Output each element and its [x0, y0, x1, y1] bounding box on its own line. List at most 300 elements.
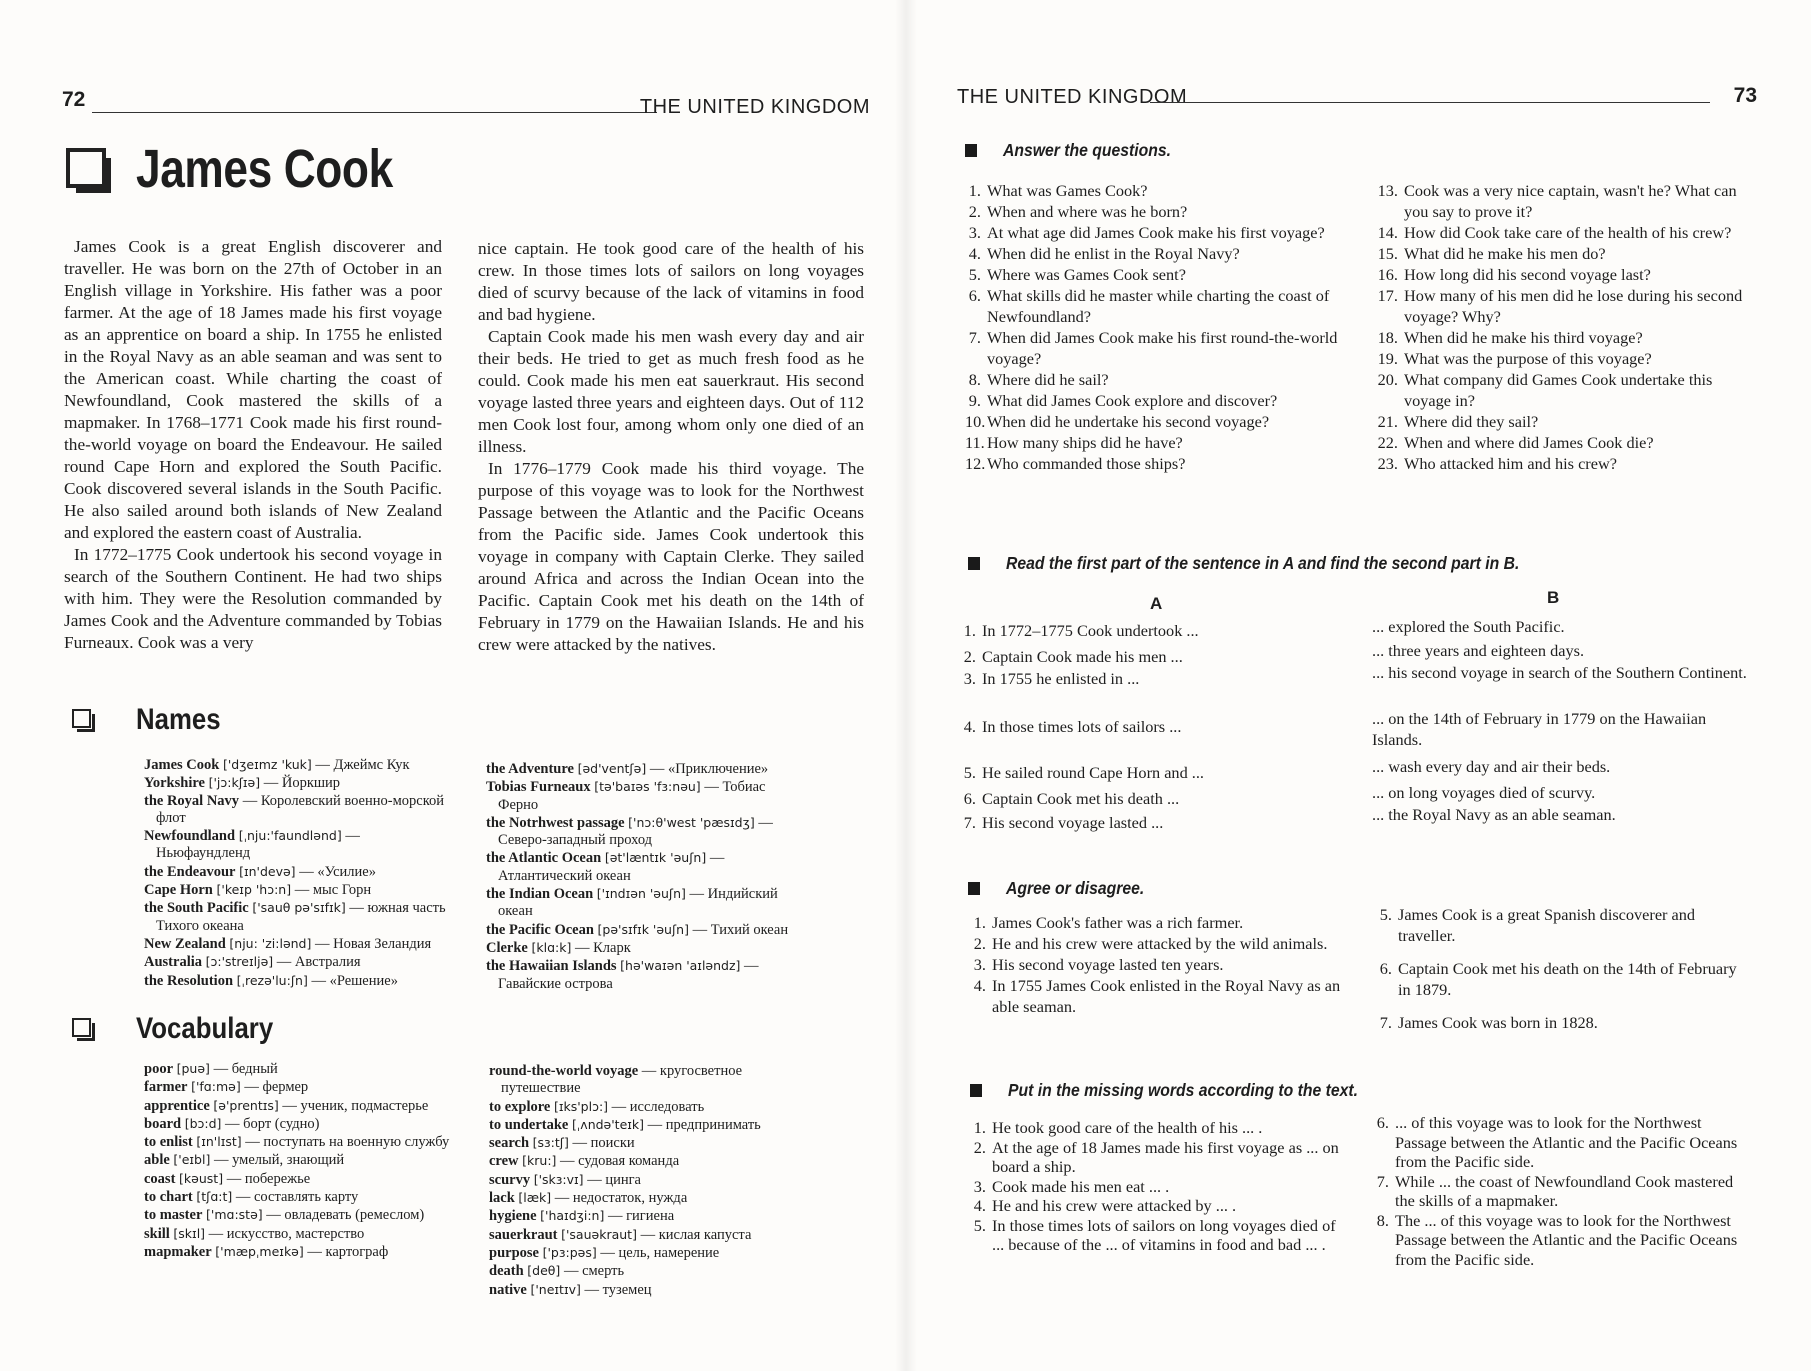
- bullet-square-icon: [968, 882, 980, 895]
- article-paragraph: In 1772–1775 Cook undertook his second voyage in search of the Southern Continent. He had two ships with him. They were the Resolution commanded by James Cook and the Adventure commanded by Tobias Furneaux. Cook was a very: [64, 545, 442, 652]
- item-number: 15.: [1377, 244, 1398, 263]
- transcription: ['mæpˌmeɪkə]: [215, 1243, 304, 1259]
- transcription: [puə]: [176, 1061, 210, 1076]
- item-number: 4.: [968, 244, 981, 263]
- item-text: What was the purpose of this voyage?: [1404, 349, 1652, 368]
- article-paragraph: James Cook is a great English discoverer and traveller. He was born on the 27th of October in an English village in Yorkshire. His father was a poor farmer. At the age of 18 James made his first voyage as an apprentice on board a ship. In 1755 he enlisted in the Royal Navy as an able seaman and was sent to the American coast. While charting the coast of Newfoundland, Cook mastered the skills of a mapmaker. In 1768–1771 Cook made his first round-the-world voyage on board the Endeavour. He sailed round Cape Horn and explored the South Pacific. Cook discovered several islands in the South Pacific. He also sailed around both islands of New Zealand and explored the eastern coast of Australia.: [64, 237, 442, 542]
- section-box-icon: [72, 709, 94, 731]
- item-number: 2.: [973, 934, 986, 953]
- glossary-term: scurvy: [489, 1171, 531, 1188]
- glossary-term: search: [489, 1135, 530, 1152]
- transcription: [klɑ:k]: [531, 939, 572, 955]
- item-text: James Cook was born in 1828.: [1398, 1013, 1598, 1032]
- transcription: [nju: 'zi:lənd]: [229, 935, 312, 951]
- statement-item: [972, 933, 1342, 954]
- transcription: [ɪn'lɪst]: [196, 1134, 242, 1150]
- section-title: Names: [136, 703, 221, 736]
- item-text: When did he make his third voyage?: [1404, 328, 1643, 347]
- glossary-term: crew: [489, 1153, 519, 1170]
- agree-list-left: [972, 912, 1342, 1017]
- translation: — овладевать (ремеслом): [266, 1207, 425, 1224]
- translation: — Королевский военно-морской флот: [156, 792, 445, 826]
- glossary-term: the Adventure: [486, 761, 574, 777]
- glossary-term: James Cook: [144, 757, 220, 773]
- glossary-entry: [144, 1170, 454, 1188]
- transcription: ['mɑ:stə]: [206, 1207, 263, 1223]
- item-number: 3.: [968, 223, 981, 242]
- transcription: [bɔ:d]: [184, 1115, 222, 1131]
- transcription: [ət'læntɪk 'əuʃn]: [604, 850, 707, 866]
- item-number: 4.: [963, 717, 976, 736]
- item-text: When did he undertake his second voyage?: [987, 412, 1270, 431]
- match-item-a: [962, 762, 1204, 783]
- glossary-term: the Hawaiian Islands: [486, 958, 617, 975]
- question-item: [965, 390, 1345, 411]
- transcription: ['sauəkraut]: [561, 1226, 637, 1242]
- statement-item: [972, 975, 1342, 1017]
- item-number: 10.: [965, 412, 986, 431]
- item-number: 13.: [1377, 181, 1398, 200]
- questions-list-right: [1370, 180, 1745, 474]
- item-number: 5.: [973, 1215, 986, 1235]
- glossary-entry: [489, 1116, 799, 1134]
- translation: — побережье: [226, 1170, 311, 1187]
- question-item: [965, 453, 1345, 474]
- translation: — «Решение»: [311, 972, 398, 989]
- transcription: ['eɪbl]: [173, 1152, 211, 1168]
- transcription: [skɪl]: [173, 1225, 206, 1241]
- transcription: [tə'baɪəs 'fɜ:nəu]: [594, 779, 701, 795]
- translation: — составлять карту: [235, 1189, 359, 1206]
- question-item: [965, 201, 1345, 222]
- translation: — картограф: [307, 1243, 389, 1260]
- item-text: His second voyage lasted ...: [982, 813, 1164, 832]
- glossary-term: coast: [144, 1170, 176, 1187]
- glossary-entry: [144, 953, 454, 971]
- glossary-entry: [144, 827, 454, 863]
- item-text: At what age did James Cook make his first voyage?: [987, 223, 1325, 242]
- glossary-term: to master: [144, 1207, 203, 1224]
- item-text: In those times lots of sailors on long voyages died of ... because of the ... of vitamins in food and bad ... .: [992, 1215, 1336, 1254]
- section-box-icon: [66, 148, 108, 190]
- item-text: Cook made his men eat ... .: [992, 1176, 1170, 1196]
- item-number: 7.: [968, 328, 981, 347]
- agree-list-right: [1378, 904, 1738, 1045]
- glossary-entry: [486, 760, 796, 778]
- glossary-term: skill: [144, 1225, 170, 1242]
- item-number: 8.: [968, 370, 981, 389]
- bullet-square-icon: [970, 1084, 982, 1097]
- glossary-term: sauerkraut: [489, 1226, 558, 1243]
- bullet-square-icon: [965, 144, 977, 157]
- item-text: What company did Games Cook undertake this voyage in?: [1404, 370, 1713, 410]
- translation: — Ньюфаундленд: [156, 828, 360, 862]
- transcription: [hə'waɪən 'aɪləndz]: [620, 958, 741, 974]
- glossary-term: board: [144, 1115, 182, 1132]
- item-number: 16.: [1377, 265, 1398, 284]
- item-number: 19.: [1377, 349, 1398, 368]
- item-text: The ... of this voyage was to look for the Northwest Passage between the Atlantic and the Pacific Oceans from the Pacific side.: [1395, 1210, 1738, 1269]
- glossary-term: the South Pacific: [144, 900, 249, 917]
- exercise-2-heading: Read the first part of the sentence in A and find the second part in B.: [968, 553, 1576, 574]
- glossary-term: to chart: [144, 1189, 193, 1206]
- item-text: Captain Cook made his men ...: [982, 647, 1183, 666]
- glossary-entry: [489, 1134, 799, 1152]
- glossary-term: mapmaker: [144, 1243, 212, 1260]
- question-item: [965, 411, 1345, 432]
- fill-in-item: [972, 1177, 1342, 1197]
- item-text: When did James Cook make his first round-the-world voyage?: [987, 328, 1338, 368]
- translation: — фермер: [244, 1079, 309, 1096]
- item-number: 1.: [963, 621, 976, 640]
- item-text: He and his crew were attacked by ... .: [992, 1196, 1237, 1215]
- transcription: ['pɜ:pəs]: [542, 1244, 597, 1260]
- article-paragraph: Captain Cook made his men wash every day and air their beds. He tried to get as much fresh food as he could. Cook made his men eat sauerkraut. His second voyage lasted three years and eighteen days. Out of 112 men Cook lost four, among whom only one died of an illness.: [478, 327, 864, 456]
- translation: — умелый, знающий: [213, 1152, 345, 1169]
- translation: — ученик, подмастерье: [282, 1097, 429, 1114]
- names-list-left: [144, 756, 454, 990]
- item-text: What did he make his men do?: [1404, 244, 1606, 263]
- transcription: [kəust]: [179, 1170, 224, 1186]
- transcription: [ɪks'plɔ:]: [553, 1098, 609, 1114]
- fill-in-item: [1375, 1113, 1745, 1172]
- glossary-term: able: [144, 1152, 170, 1169]
- item-number: 11.: [965, 433, 985, 452]
- item-text: He and his crew were attacked by the wild animals.: [992, 934, 1328, 953]
- glossary-entry: [144, 793, 454, 828]
- item-number: 7.: [1376, 1171, 1389, 1191]
- glossary-entry: [486, 921, 796, 939]
- question-item: [1370, 222, 1745, 243]
- item-text: Who attacked him and his crew?: [1404, 454, 1617, 473]
- translation: — бедный: [213, 1061, 278, 1077]
- item-number: 3.: [973, 955, 986, 974]
- item-number: 17.: [1377, 286, 1398, 305]
- translation: — южная часть Тихого океана: [156, 900, 446, 934]
- item-number: 6.: [1376, 1113, 1389, 1132]
- item-text: He took good care of the health of his ... .: [992, 1118, 1263, 1137]
- fill-in-item: [1375, 1211, 1745, 1270]
- glossary-entry: [489, 1171, 799, 1189]
- translation: — предпринимать: [647, 1116, 761, 1133]
- names-heading: [72, 703, 234, 737]
- translation: — туземец: [584, 1281, 652, 1298]
- names-list-right: [486, 760, 796, 993]
- bullet-square-icon: [968, 557, 980, 570]
- match-item-a: [962, 716, 1181, 737]
- glossary-term: hygiene: [489, 1208, 537, 1225]
- glossary-term: the Royal Navy: [144, 792, 240, 809]
- question-item: [965, 180, 1345, 201]
- fill-in-item: [1375, 1172, 1745, 1211]
- transcription: [ə'prentɪs]: [213, 1097, 279, 1113]
- exercise-1-heading: Answer the questions.: [965, 140, 1190, 161]
- match-item-a: [962, 812, 1163, 833]
- item-text: His second voyage lasted ten years.: [992, 955, 1224, 974]
- glossary-entry: [144, 972, 454, 990]
- statement-item: [1378, 958, 1738, 1000]
- fill-in-list-right: [1375, 1113, 1745, 1269]
- glossary-entry: [489, 1098, 799, 1116]
- glossary-term: lack: [489, 1190, 515, 1207]
- item-text: What skills did he master while charting the coast of Newfoundland?: [987, 286, 1330, 326]
- transcription: [læk]: [518, 1190, 552, 1206]
- glossary-entry: [144, 899, 454, 935]
- glossary-entry: [144, 1225, 454, 1243]
- vocabulary-heading: [72, 1012, 296, 1046]
- glossary-term: Clerke: [486, 939, 528, 956]
- translation: — цинга: [587, 1171, 641, 1188]
- item-text: Where was Games Cook sent?: [987, 265, 1186, 284]
- chapter-title: [66, 138, 449, 200]
- article-column-2: [478, 238, 864, 656]
- glossary-term: Tobias Furneaux: [486, 779, 591, 796]
- match-item-a: [962, 620, 1199, 641]
- page-number: 73: [1733, 84, 1757, 107]
- translation: — недостаток, нужда: [554, 1190, 688, 1207]
- glossary-entry: [486, 939, 796, 957]
- glossary-term: apprentice: [144, 1097, 210, 1114]
- glossary-term: the Indian Ocean: [486, 886, 594, 903]
- statement-item: [972, 954, 1342, 975]
- vocabulary-list-right: [489, 1063, 799, 1299]
- translation: — Индийский океан: [498, 886, 778, 920]
- glossary-entry: [489, 1189, 799, 1207]
- match-item-a: [962, 788, 1179, 809]
- match-item-b: ... explored the South Pacific.: [1372, 617, 1565, 636]
- transcription: [ɔ:'streɪljə]: [205, 954, 274, 970]
- transcription: ['skɜ:vɪ]: [533, 1171, 584, 1187]
- translation: — цель, намерение: [600, 1244, 720, 1261]
- transcription: ['nɔ:θ'west 'pæsɪdʒ]: [628, 814, 755, 830]
- match-item-b: ... his second voyage in search of the Southern Continent.: [1372, 663, 1747, 682]
- translation: — смерть: [563, 1263, 625, 1280]
- glossary-entry: [486, 814, 796, 850]
- translation: — судовая команда: [560, 1153, 680, 1170]
- running-head: THE UNITED KINGDOM: [957, 86, 1188, 108]
- translation: — гигиена: [607, 1208, 675, 1225]
- match-item-b: ... three years and eighteen days.: [1372, 641, 1585, 660]
- item-text: James Cook's father was a rich farmer.: [992, 913, 1244, 932]
- translation: — кислая капуста: [640, 1226, 752, 1243]
- glossary-entry: [489, 1063, 799, 1098]
- question-item: [1370, 327, 1745, 348]
- item-text: Captain Cook met his death ...: [982, 789, 1180, 808]
- transcription: ['neɪtɪv]: [530, 1281, 581, 1297]
- page-title: James Cook: [136, 139, 393, 199]
- translation: — Атлантический океан: [498, 850, 725, 884]
- item-number: 20.: [1377, 370, 1398, 389]
- glossary-term: the Pacific Ocean: [486, 921, 594, 938]
- question-item: [1370, 264, 1745, 285]
- item-number: 7.: [963, 813, 976, 832]
- question-item: [1370, 369, 1745, 411]
- translation: — искусство, мастерство: [208, 1225, 365, 1242]
- item-number: 2.: [973, 1137, 986, 1157]
- glossary-entry: [486, 957, 796, 993]
- question-item: [965, 369, 1345, 390]
- item-text: Captain Cook met his death on the 14th of February in 1879.: [1398, 959, 1737, 999]
- fill-in-item: [972, 1138, 1342, 1177]
- item-number: 5.: [1379, 905, 1392, 924]
- item-text: How many of his men did he lose during his second voyage? Why?: [1404, 286, 1743, 326]
- glossary-entry: [144, 1243, 454, 1261]
- section-box-icon: [72, 1018, 94, 1040]
- glossary-entry: [144, 1060, 454, 1078]
- match-item-a: [962, 646, 1183, 667]
- question-item: [1370, 453, 1745, 474]
- item-text: How did Cook take care of the health of his crew?: [1404, 223, 1732, 242]
- transcription: ['keɪp 'hɔ:n]: [216, 882, 292, 898]
- transcription: [ˌnju:'faundlənd]: [238, 828, 342, 844]
- article-paragraph: In 1776–1779 Cook made his third voyage. The purpose of this voyage was to look for the Northwest Passage between the Atlantic and the Pacific Oceans from the Pacific side. James Cook undertook this voyage in company with Captain Clerke. They sailed around Africa and across the Indian Ocean into the Pacific. Captain Cook met his death on the 14th of February in 1779 on the Hawaiian Islands. He and his crew were attacked by the natives.: [478, 459, 864, 654]
- right-page-header: [957, 80, 1757, 114]
- item-text: When and where was he born?: [987, 202, 1188, 221]
- item-text: At the age of 18 James made his first voyage as ... on board a ship.: [992, 1137, 1339, 1176]
- item-text: What did James Cook explore and discover?: [987, 391, 1278, 410]
- item-number: 2.: [963, 647, 976, 666]
- item-text: While ... the coast of Newfoundland Cook mastered the skills of a mapmaker.: [1395, 1171, 1734, 1210]
- item-text: In those times lots of sailors ...: [982, 717, 1182, 736]
- glossary-entry: [144, 935, 454, 953]
- glossary-entry: [144, 1151, 454, 1169]
- item-text: In 1755 James Cook enlisted in the Royal Navy as an able seaman.: [992, 976, 1341, 1016]
- translation: — Северо-западный проход: [498, 814, 773, 849]
- fill-in-item: [972, 1196, 1342, 1216]
- statement-item: [1378, 1012, 1738, 1033]
- transcription: [ˌrezə'lu:ʃn]: [236, 972, 308, 988]
- statement-item: [1378, 904, 1738, 946]
- question-item: [1370, 180, 1745, 222]
- item-number: 1.: [968, 181, 981, 200]
- glossary-entry: [486, 885, 796, 921]
- translation: — «Приключение»: [649, 761, 769, 777]
- translation: — Йоркшир: [263, 775, 341, 792]
- glossary-entry: [486, 849, 796, 885]
- item-number: 6.: [968, 286, 981, 305]
- left-page: [0, 0, 905, 1371]
- glossary-entry: [144, 881, 454, 899]
- transcription: ['dʒeɪmz 'kuk]: [222, 757, 312, 772]
- item-number: 5.: [963, 763, 976, 782]
- article-column-1: [64, 236, 442, 654]
- glossary-entry: [144, 1133, 454, 1151]
- glossary-entry: [489, 1244, 799, 1262]
- item-text: Where did he sail?: [987, 370, 1109, 389]
- glossary-term: the Atlantic Ocean: [486, 850, 602, 867]
- column-a-label: A: [1150, 594, 1163, 613]
- transcription: [tʃɑ:t]: [196, 1189, 233, 1205]
- spacer: [1378, 1000, 1738, 1012]
- vocabulary-list-left: [144, 1060, 454, 1261]
- item-text: When did he enlist in the Royal Navy?: [987, 244, 1240, 263]
- glossary-term: Cape Horn: [144, 882, 213, 899]
- glossary-entry: [144, 756, 454, 774]
- header-rule: [92, 112, 657, 113]
- glossary-term: round-the-world voyage: [489, 1063, 639, 1079]
- translation: — исследовать: [611, 1098, 705, 1115]
- glossary-entry: [489, 1152, 799, 1170]
- item-text: In 1772–1775 Cook undertook ...: [982, 621, 1199, 640]
- glossary-entry: [489, 1207, 799, 1225]
- translation: — «Усилие»: [299, 863, 376, 880]
- item-number: 3.: [973, 1176, 986, 1196]
- item-number: 21.: [1377, 412, 1398, 431]
- item-number: 3.: [963, 669, 976, 688]
- transcription: [kru:]: [522, 1153, 557, 1169]
- glossary-term: Newfoundland: [144, 828, 236, 845]
- item-number: 1.: [973, 913, 986, 932]
- question-item: [1370, 348, 1745, 369]
- match-item-b: ... on long voyages died of scurvy.: [1372, 783, 1596, 802]
- item-number: 7.: [1379, 1013, 1392, 1032]
- translation: — кругосветное путешествие: [501, 1063, 743, 1097]
- item-number: 2.: [968, 202, 981, 221]
- translation: — Гавайские острова: [498, 958, 759, 992]
- match-item-b: ... wash every day and air their beds.: [1372, 757, 1611, 776]
- item-number: 18.: [1377, 328, 1398, 347]
- column-b-label: B: [1547, 588, 1560, 607]
- transcription: ['fɑ:mə]: [191, 1079, 241, 1095]
- match-item-a: [962, 668, 1139, 689]
- translation: — Австралия: [276, 954, 361, 971]
- spacer: [1378, 1033, 1738, 1045]
- translation: — мыс Горн: [294, 882, 372, 899]
- glossary-term: Yorkshire: [144, 775, 205, 792]
- glossary-entry: [144, 1097, 454, 1115]
- item-number: 4.: [973, 976, 986, 995]
- item-text: When and where did James Cook die?: [1404, 433, 1654, 452]
- glossary-entry: [144, 863, 454, 881]
- glossary-term: the Notrhwest passage: [486, 814, 625, 831]
- transcription: [ɪn'devə]: [239, 863, 296, 879]
- glossary-entry: [489, 1281, 799, 1299]
- item-text: Where did they sail?: [1404, 412, 1539, 431]
- item-number: 4.: [973, 1196, 986, 1215]
- question-item: [965, 264, 1345, 285]
- glossary-term: Australia: [144, 954, 202, 971]
- translation: — борт (судно): [225, 1115, 320, 1132]
- question-item: [965, 432, 1345, 453]
- item-text: James Cook is a great Spanish discoverer and traveller.: [1398, 905, 1696, 945]
- glossary-term: to enlist: [144, 1134, 193, 1151]
- item-text: In 1755 he enlisted in ...: [982, 669, 1140, 688]
- glossary-term: to explore: [489, 1098, 551, 1115]
- item-number: 12.: [965, 454, 986, 473]
- glossary-entry: [144, 1188, 454, 1206]
- item-text: ... of this voyage was to look for the Northwest Passage between the Atlantic and the Pacific Oceans from the Pacific side.: [1395, 1113, 1738, 1171]
- transcription: ['sauθ pə'sɪfɪk]: [252, 900, 346, 916]
- fill-in-item: [972, 1118, 1342, 1138]
- item-number: 14.: [1377, 223, 1398, 242]
- exercise-4-heading: Put in the missing words according to the text.: [970, 1080, 1397, 1101]
- translation: — Тихий океан: [692, 921, 789, 938]
- fill-in-list-left: [972, 1118, 1342, 1255]
- transcription: [sɜ:tʃ]: [532, 1135, 569, 1151]
- translation: — Джеймс Кук: [315, 757, 410, 773]
- item-number: 9.: [968, 391, 981, 410]
- article-paragraph: nice captain. He took good care of the health of his crew. In those times lots of sailors on long voyages died of scurvy because of the lack of vitamins in food and bad hygiene.: [478, 239, 864, 324]
- translation: — поступать на военную службу: [245, 1134, 450, 1151]
- glossary-term: New Zealand: [144, 935, 226, 952]
- question-item: [965, 243, 1345, 264]
- item-number: 22.: [1377, 433, 1398, 452]
- transcription: ['jɔ:kʃɪə]: [208, 775, 261, 791]
- glossary-entry: [486, 778, 796, 814]
- question-item: [1370, 432, 1745, 453]
- item-number: 6.: [963, 789, 976, 808]
- question-item: [1370, 243, 1745, 264]
